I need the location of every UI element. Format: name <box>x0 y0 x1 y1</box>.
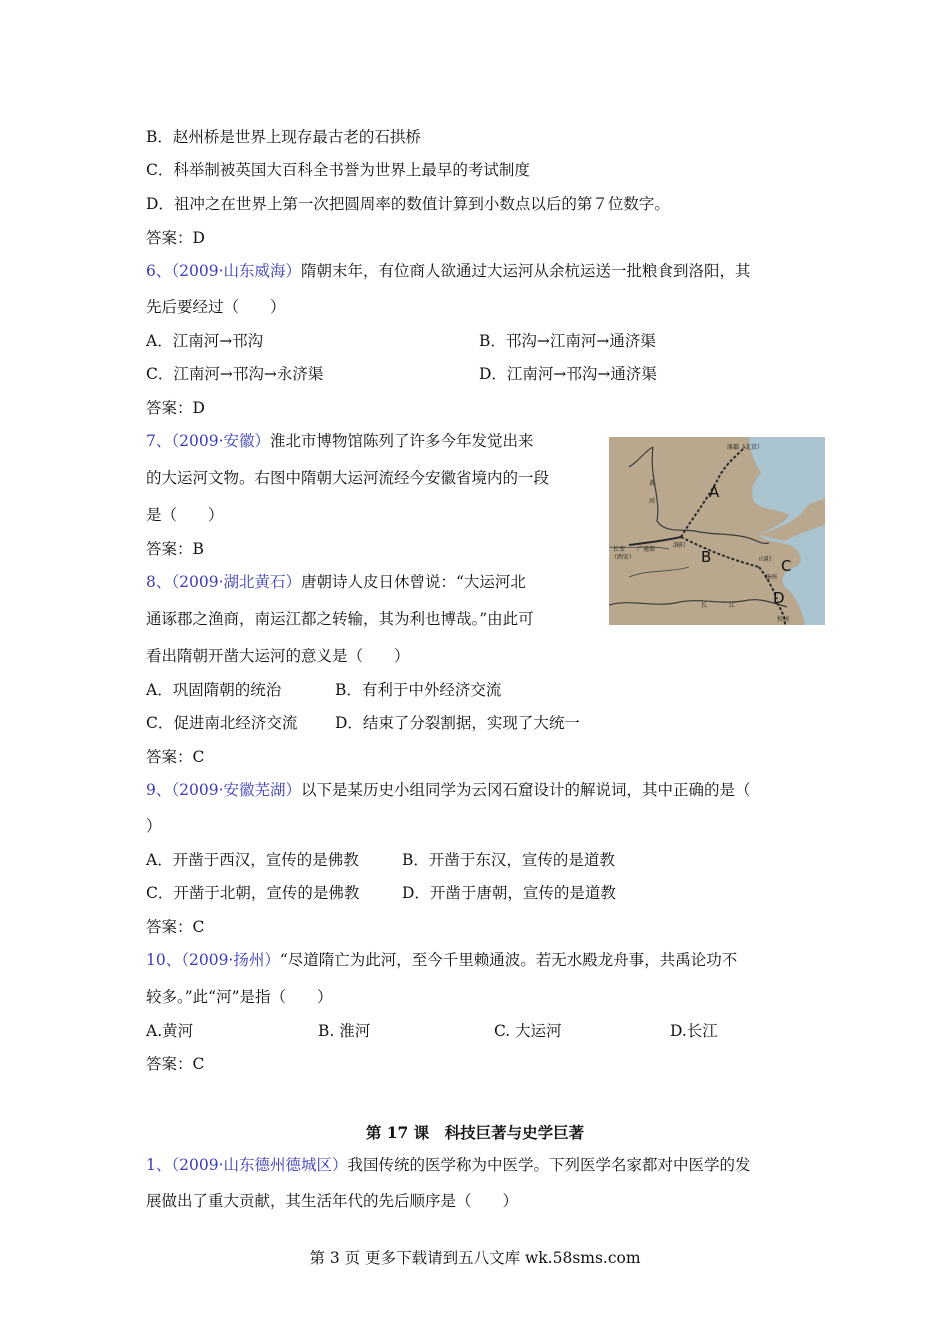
question-text: “尽道隋亡为此河，至今千里赖通波。若无水殿龙舟事，共禹论功不 <box>279 951 738 969</box>
map-label-d: D <box>773 589 785 607</box>
question-9-continued: ） <box>146 817 162 835</box>
answer-q6: 答案：D <box>146 399 205 417</box>
question-10 <box>146 950 737 970</box>
question-10-continued: 较多。”此“河”是指（ ） <box>146 988 333 1006</box>
lesson-heading: 第 17 课 科技巨著与史学巨著 <box>365 1123 585 1142</box>
question-source: （2009·安徽） <box>171 432 270 450</box>
q10-option-d: D.长江 <box>670 1022 718 1040</box>
answer-q8: 答案：C <box>146 748 205 766</box>
lesson17-question-1 <box>146 1155 751 1175</box>
question-text: 唐朝诗人皮日休曾说：“大运河北 <box>301 573 526 591</box>
question-7-continued: 的大运河文物。右图中隋朝大运河流经今安徽省境内的一段 <box>146 469 550 487</box>
question-source: （2009·扬州） <box>181 951 280 969</box>
map-label-luoyang: 洛阳 <box>673 542 686 549</box>
option-c-keju: C．科举制被英国大百科全书誉为世界上最早的考试制度 <box>146 161 530 179</box>
question-source: （2009·湖北黄石） <box>171 573 301 591</box>
map-label-shanyang: 山阳 <box>759 556 772 563</box>
question-text: 以下是某历史小组同学为云冈石窟设计的解说词，其中正确的是（ <box>301 781 751 799</box>
map-label-yellow-river: 黄 <box>649 480 656 487</box>
map-label-b: B <box>701 548 712 566</box>
map-label-yangtze-2: 江 <box>729 602 736 609</box>
question-number: 1、 <box>146 1156 172 1174</box>
q8-option-b: B．有利于中外经济交流 <box>335 681 502 699</box>
map-label-c: C <box>781 557 792 575</box>
q9-option-a: A．开凿于西汉，宣传的是佛教 <box>146 851 359 869</box>
q6-option-b: B．邗沟→江南河→通济渠 <box>479 332 656 350</box>
question-8-continued-2: 看出隋朝开凿大运河的意义是（ ） <box>146 647 410 665</box>
map-label-xian: （西安） <box>611 554 636 561</box>
question-number: 9、 <box>146 781 172 799</box>
map-label-guangtong: 广通渠 <box>637 546 656 553</box>
map-label-yellow-river-2: 河 <box>649 498 656 505</box>
page-footer: 第 3 页 更多下载请到五八文库 wk.58sms.com <box>309 1249 641 1267</box>
question-source: （2009·山东德州德城区） <box>171 1156 348 1174</box>
question-6 <box>146 261 751 281</box>
question-number: 8、 <box>146 573 172 591</box>
map-label-hangzhou: 杭州 <box>777 616 790 623</box>
map-label-yangzhou: 扬州 <box>765 574 778 581</box>
map-label-changan: 长安 <box>613 546 626 553</box>
q6-option-c: C．江南河→邗沟→永济渠 <box>146 365 324 383</box>
question-source: （2009·安徽芜湖） <box>171 781 301 799</box>
question-7 <box>146 431 534 451</box>
question-8 <box>146 572 526 592</box>
option-b-zhaozhou-bridge: B．赵州桥是世界上现存最古老的石拱桥 <box>146 128 421 146</box>
q9-option-d: D．开凿于唐朝，宣传的是道教 <box>402 884 616 902</box>
question-7-continued-2: 是（ ） <box>146 506 224 524</box>
q8-option-d: D．结束了分裂割据，实现了大统一 <box>335 714 580 732</box>
q9-option-c: C．开凿于北朝，宣传的是佛教 <box>146 884 360 902</box>
q8-option-c: C．促进南北经济交流 <box>146 714 298 732</box>
answer-q7: 答案：B <box>146 540 204 558</box>
q8-option-a: A．巩固隋朝的统治 <box>146 681 282 699</box>
question-8-continued: 通诼郡之渔商，南运江都之转输，其为利也博哉。”由此可 <box>146 610 534 628</box>
question-text: 淮北市博物馆陈列了许多今年发觉出来 <box>270 432 534 450</box>
answer-q10: 答案：C <box>146 1055 205 1073</box>
q10-option-a: A.黄河 <box>146 1022 194 1040</box>
question-text: 隋朝末年，有位商人欲通过大运河从余杭运送一批粮食到洛阳，其 <box>301 262 751 280</box>
answer-q5: 答案：D <box>146 229 205 247</box>
q9-option-b: B．开凿于东汉，宣传的是道教 <box>402 851 615 869</box>
option-d-zuchongzhi: D．祖冲之在世界上第一次把圆周率的数值计算到小数点以后的第７位数字。 <box>146 195 670 213</box>
q6-option-d: D．江南河→邗沟→通济渠 <box>479 365 657 383</box>
question-number: 6、 <box>146 262 172 280</box>
q6-option-a: A．江南河→邗沟 <box>146 332 264 350</box>
question-source: （2009·山东威海） <box>171 262 301 280</box>
grand-canal-map <box>609 437 825 625</box>
question-number: 7、 <box>146 432 172 450</box>
lesson17-question-1-continued: 展做出了重大贡献，其生活年代的先后顺序是（ ） <box>146 1192 519 1210</box>
q10-option-b: B. 淮河 <box>318 1022 371 1040</box>
question-9 <box>146 780 751 800</box>
map-label-a: A <box>709 483 720 501</box>
question-text: 我国传统的医学称为中医学。下列医学名家都对中医学的发 <box>347 1156 751 1174</box>
answer-q9: 答案：C <box>146 918 205 936</box>
map-label-zhuojun: 涿郡（北京） <box>727 444 764 451</box>
map-label-yangtze: 长 <box>701 602 708 609</box>
question-6-continued: 先后要经过（ ） <box>146 298 286 316</box>
q10-option-c: C. 大运河 <box>494 1022 562 1040</box>
question-number: 10、 <box>146 951 182 969</box>
